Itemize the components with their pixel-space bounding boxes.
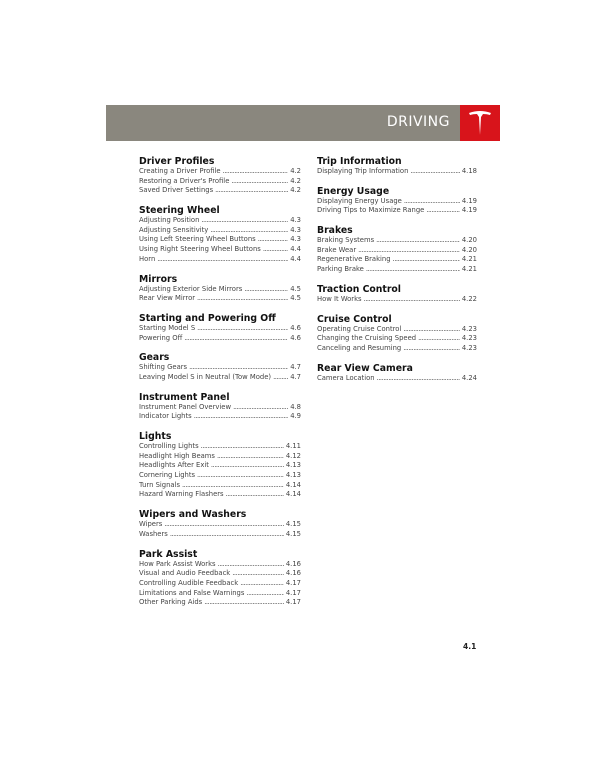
dot-leader bbox=[211, 461, 284, 471]
entry-label: Saved Driver Settings bbox=[139, 186, 214, 195]
entry-label: Rear View Mirror bbox=[139, 294, 196, 303]
entry-label: How Park Assist Works bbox=[139, 559, 216, 568]
dot-leader bbox=[201, 216, 288, 226]
toc-section bbox=[139, 431, 301, 500]
dot-leader bbox=[164, 520, 284, 530]
entry-page: 4.14 bbox=[285, 490, 301, 499]
entry-page: 4.16 bbox=[285, 559, 301, 568]
entry-page: 4.12 bbox=[285, 451, 301, 460]
toc-left-column bbox=[139, 156, 301, 617]
toc-entry[interactable] bbox=[139, 186, 301, 196]
toc-section bbox=[139, 392, 301, 422]
entry-page: 4.24 bbox=[461, 373, 477, 382]
chapter-title: DRIVING bbox=[386, 114, 450, 130]
toc-entry[interactable] bbox=[139, 245, 301, 255]
toc-entry[interactable] bbox=[139, 334, 301, 344]
toc-entry[interactable] bbox=[139, 589, 301, 599]
entry-page: 4.7 bbox=[290, 363, 301, 372]
section-heading[interactable]: Rear View Camera bbox=[317, 362, 413, 374]
toc-entry[interactable] bbox=[317, 167, 477, 177]
toc-entry[interactable] bbox=[139, 255, 301, 265]
toc-entry[interactable] bbox=[317, 374, 477, 384]
entry-page: 4.3 bbox=[290, 216, 301, 225]
toc-entry[interactable] bbox=[139, 579, 301, 589]
entry-page: 4.21 bbox=[461, 265, 477, 274]
toc-section bbox=[139, 352, 301, 382]
toc-entry[interactable] bbox=[317, 325, 477, 335]
toc-entry[interactable] bbox=[139, 216, 301, 226]
dot-leader bbox=[377, 374, 460, 384]
toc-entry[interactable] bbox=[317, 206, 477, 216]
dot-leader bbox=[204, 598, 284, 608]
entry-page: 4.2 bbox=[290, 186, 301, 195]
entry-page: 4.23 bbox=[461, 343, 477, 352]
dot-leader bbox=[232, 569, 284, 579]
toc-section bbox=[139, 274, 301, 304]
toc-entry[interactable] bbox=[139, 520, 301, 530]
entry-page: 4.20 bbox=[461, 245, 477, 254]
dot-leader bbox=[273, 373, 288, 383]
entry-page: 4.8 bbox=[290, 402, 301, 411]
dot-leader bbox=[246, 589, 283, 599]
toc-entry[interactable] bbox=[139, 530, 301, 540]
section-heading[interactable]: Driver Profiles bbox=[139, 156, 215, 167]
entry-page: 4.4 bbox=[290, 254, 301, 263]
toc-section bbox=[139, 549, 301, 608]
entry-label: Indicator Lights bbox=[139, 412, 192, 421]
dot-leader bbox=[418, 334, 460, 344]
entry-page: 4.3 bbox=[290, 235, 301, 244]
entry-page: 4.23 bbox=[461, 334, 477, 343]
toc-entry[interactable] bbox=[139, 490, 301, 500]
entry-page: 4.9 bbox=[290, 412, 301, 421]
toc-entry[interactable] bbox=[317, 265, 477, 275]
entry-label: Brake Wear bbox=[317, 245, 357, 254]
section-heading[interactable]: Starting and Powering Off bbox=[139, 312, 276, 324]
toc-entry[interactable] bbox=[139, 403, 301, 413]
toc-entry[interactable] bbox=[139, 569, 301, 579]
entry-label: Leaving Model S in Neutral (Tow Mode) bbox=[139, 372, 272, 381]
toc-entry[interactable] bbox=[139, 452, 301, 462]
entry-label: Driving Tips to Maximize Range bbox=[317, 206, 425, 215]
dot-leader bbox=[170, 530, 284, 540]
dot-leader bbox=[240, 579, 284, 589]
entry-label: Using Left Steering Wheel Buttons bbox=[139, 235, 256, 244]
dot-leader bbox=[215, 186, 288, 196]
entry-page: 4.23 bbox=[461, 324, 477, 333]
entry-page: 4.2 bbox=[290, 176, 301, 185]
toc-entry[interactable] bbox=[317, 344, 477, 354]
entry-label: Regenerative Braking bbox=[317, 255, 391, 264]
dot-leader bbox=[189, 363, 288, 373]
dot-leader bbox=[194, 412, 288, 422]
entry-label: Using Right Steering Wheel Buttons bbox=[139, 245, 261, 254]
entry-page: 4.17 bbox=[285, 578, 301, 587]
dot-leader bbox=[258, 235, 288, 245]
entry-page: 4.5 bbox=[290, 294, 301, 303]
toc-entry[interactable] bbox=[139, 373, 301, 383]
section-heading[interactable]: Trip Information bbox=[317, 156, 402, 167]
entry-page: 4.21 bbox=[461, 255, 477, 264]
toc-entry[interactable] bbox=[317, 246, 477, 256]
entry-page: 4.11 bbox=[285, 442, 301, 450]
entry-page: 4.17 bbox=[285, 598, 301, 607]
entry-page: 4.5 bbox=[290, 284, 301, 293]
dot-leader bbox=[358, 246, 460, 256]
toc-entry[interactable] bbox=[139, 324, 301, 334]
toc-entry[interactable] bbox=[139, 226, 301, 236]
entry-label: Camera Location bbox=[317, 373, 375, 382]
toc-entry[interactable] bbox=[317, 236, 477, 246]
dot-leader bbox=[223, 167, 289, 177]
toc-entry[interactable] bbox=[139, 412, 301, 422]
dot-leader bbox=[226, 490, 284, 500]
toc-entry[interactable] bbox=[139, 442, 301, 452]
toc-entry[interactable] bbox=[139, 481, 301, 491]
dot-leader bbox=[217, 452, 284, 462]
toc-section bbox=[139, 156, 301, 196]
toc-section bbox=[139, 313, 301, 343]
toc-section bbox=[317, 186, 477, 216]
entry-label: Adjusting Sensitivity bbox=[139, 225, 209, 234]
dot-leader bbox=[182, 481, 284, 491]
toc-entry[interactable] bbox=[317, 334, 477, 344]
section-heading[interactable]: Mirrors bbox=[139, 273, 178, 285]
toc-entry[interactable] bbox=[139, 471, 301, 481]
dot-leader bbox=[231, 177, 288, 187]
toc-entry[interactable] bbox=[139, 461, 301, 471]
entry-page: 4.19 bbox=[461, 206, 477, 215]
dot-leader bbox=[263, 245, 288, 255]
section-heading[interactable]: Instrument Panel bbox=[139, 391, 230, 403]
entry-label: Displaying Trip Information bbox=[317, 167, 409, 175]
entry-page: 4.22 bbox=[461, 294, 477, 303]
entry-page: 4.3 bbox=[290, 225, 301, 234]
toc-section bbox=[139, 509, 301, 539]
entry-label: Hazard Warning Flashers bbox=[139, 490, 224, 499]
section-heading[interactable]: Cruise Control bbox=[317, 313, 392, 325]
dot-leader bbox=[366, 265, 460, 275]
entry-label: Visual and Audio Feedback bbox=[139, 569, 231, 578]
entry-label: Powering Off bbox=[139, 333, 183, 342]
toc-entry[interactable] bbox=[139, 363, 301, 373]
dot-leader bbox=[197, 294, 288, 304]
toc-section bbox=[317, 225, 477, 275]
entry-label: Headlights After Exit bbox=[139, 461, 209, 470]
dot-leader bbox=[376, 236, 460, 246]
entry-label: Turn Signals bbox=[139, 480, 180, 489]
entry-page: 4.16 bbox=[285, 569, 301, 578]
entry-label: Adjusting Exterior Side Mirrors bbox=[139, 284, 243, 293]
toc-entry[interactable] bbox=[139, 285, 301, 295]
entry-label: Adjusting Position bbox=[139, 216, 200, 225]
dot-leader bbox=[410, 167, 459, 177]
toc-section bbox=[317, 314, 477, 354]
dot-leader bbox=[244, 285, 288, 295]
entry-page: 4.19 bbox=[461, 196, 477, 205]
tesla-logo-icon bbox=[460, 105, 500, 141]
entry-page: 4.13 bbox=[285, 461, 301, 470]
dot-leader bbox=[157, 255, 288, 265]
dot-leader bbox=[210, 226, 288, 236]
entry-label: Creating a Driver Profile bbox=[139, 167, 221, 175]
entry-label: Washers bbox=[139, 529, 168, 538]
dot-leader bbox=[197, 471, 284, 481]
entry-label: Cornering Lights bbox=[139, 471, 196, 480]
page-number: 4.1 bbox=[463, 642, 477, 651]
entry-page: 4.6 bbox=[290, 323, 301, 332]
entry-page: 4.14 bbox=[285, 480, 301, 489]
toc-entry[interactable] bbox=[139, 167, 301, 177]
entry-label: Operating Cruise Control bbox=[317, 324, 402, 333]
entry-label: Parking Brake bbox=[317, 265, 364, 274]
entry-label: Controlling Lights bbox=[139, 442, 199, 450]
entry-label: Wipers bbox=[139, 520, 163, 529]
toc-entry[interactable] bbox=[139, 560, 301, 570]
entry-page: 4.20 bbox=[461, 236, 477, 245]
entry-page: 4.18 bbox=[461, 167, 477, 175]
section-heading[interactable]: Energy Usage bbox=[317, 185, 390, 197]
entry-label: Displaying Energy Usage bbox=[317, 196, 402, 205]
dot-leader bbox=[184, 334, 288, 344]
toc-section bbox=[317, 156, 477, 177]
entry-page: 4.17 bbox=[285, 588, 301, 597]
entry-page: 4.15 bbox=[285, 520, 301, 529]
entry-page: 4.6 bbox=[290, 333, 301, 342]
entry-label: Horn bbox=[139, 254, 156, 263]
entry-label: Canceling and Resuming bbox=[317, 343, 402, 352]
section-heading[interactable]: Wipers and Washers bbox=[139, 509, 247, 521]
dot-leader bbox=[403, 325, 460, 335]
section-heading[interactable]: Brakes bbox=[317, 225, 353, 237]
toc-section bbox=[139, 205, 301, 264]
dot-leader bbox=[364, 295, 460, 305]
entry-label: Starting Model S bbox=[139, 323, 196, 332]
entry-label: Instrument Panel Overview bbox=[139, 402, 232, 411]
entry-page: 4.7 bbox=[290, 372, 301, 381]
entry-page: 4.15 bbox=[285, 529, 301, 538]
entry-label: Other Parking Aids bbox=[139, 598, 203, 607]
dot-leader bbox=[233, 403, 288, 413]
dot-leader bbox=[404, 197, 460, 207]
section-heading[interactable]: Traction Control bbox=[317, 283, 401, 295]
toc-entry[interactable] bbox=[139, 598, 301, 608]
dot-leader bbox=[393, 255, 460, 265]
dot-leader bbox=[201, 442, 284, 452]
chapter-banner bbox=[106, 105, 460, 141]
toc-entry[interactable] bbox=[139, 177, 301, 187]
section-heading[interactable]: Park Assist bbox=[139, 548, 198, 560]
entry-label: Braking Systems bbox=[317, 236, 375, 245]
dot-leader bbox=[218, 560, 284, 570]
toc-section bbox=[317, 284, 477, 305]
dot-leader bbox=[197, 324, 288, 334]
dot-leader bbox=[403, 344, 460, 354]
entry-page: 4.4 bbox=[290, 245, 301, 254]
entry-label: How It Works bbox=[317, 294, 362, 303]
toc-entry[interactable] bbox=[317, 295, 477, 305]
toc-entry[interactable] bbox=[139, 235, 301, 245]
toc-right-column bbox=[317, 156, 477, 392]
entry-page: 4.2 bbox=[290, 167, 301, 175]
dot-leader bbox=[426, 206, 460, 216]
toc-entry[interactable] bbox=[317, 255, 477, 265]
toc-entry[interactable] bbox=[139, 294, 301, 304]
section-heading[interactable]: Steering Wheel bbox=[139, 205, 220, 217]
entry-label: Limitations and False Warnings bbox=[139, 588, 245, 597]
entry-label: Controlling Audible Feedback bbox=[139, 578, 239, 587]
section-heading[interactable]: Lights bbox=[139, 431, 172, 442]
entry-page: 4.13 bbox=[285, 471, 301, 480]
toc-entry[interactable] bbox=[317, 197, 477, 207]
entry-label: Headlight High Beams bbox=[139, 451, 215, 460]
entry-label: Restoring a Driver's Profile bbox=[139, 176, 230, 185]
section-heading[interactable]: Gears bbox=[139, 352, 170, 364]
toc-section bbox=[317, 363, 477, 384]
entry-label: Shifting Gears bbox=[139, 363, 188, 372]
entry-label: Changing the Cruising Speed bbox=[317, 334, 417, 343]
